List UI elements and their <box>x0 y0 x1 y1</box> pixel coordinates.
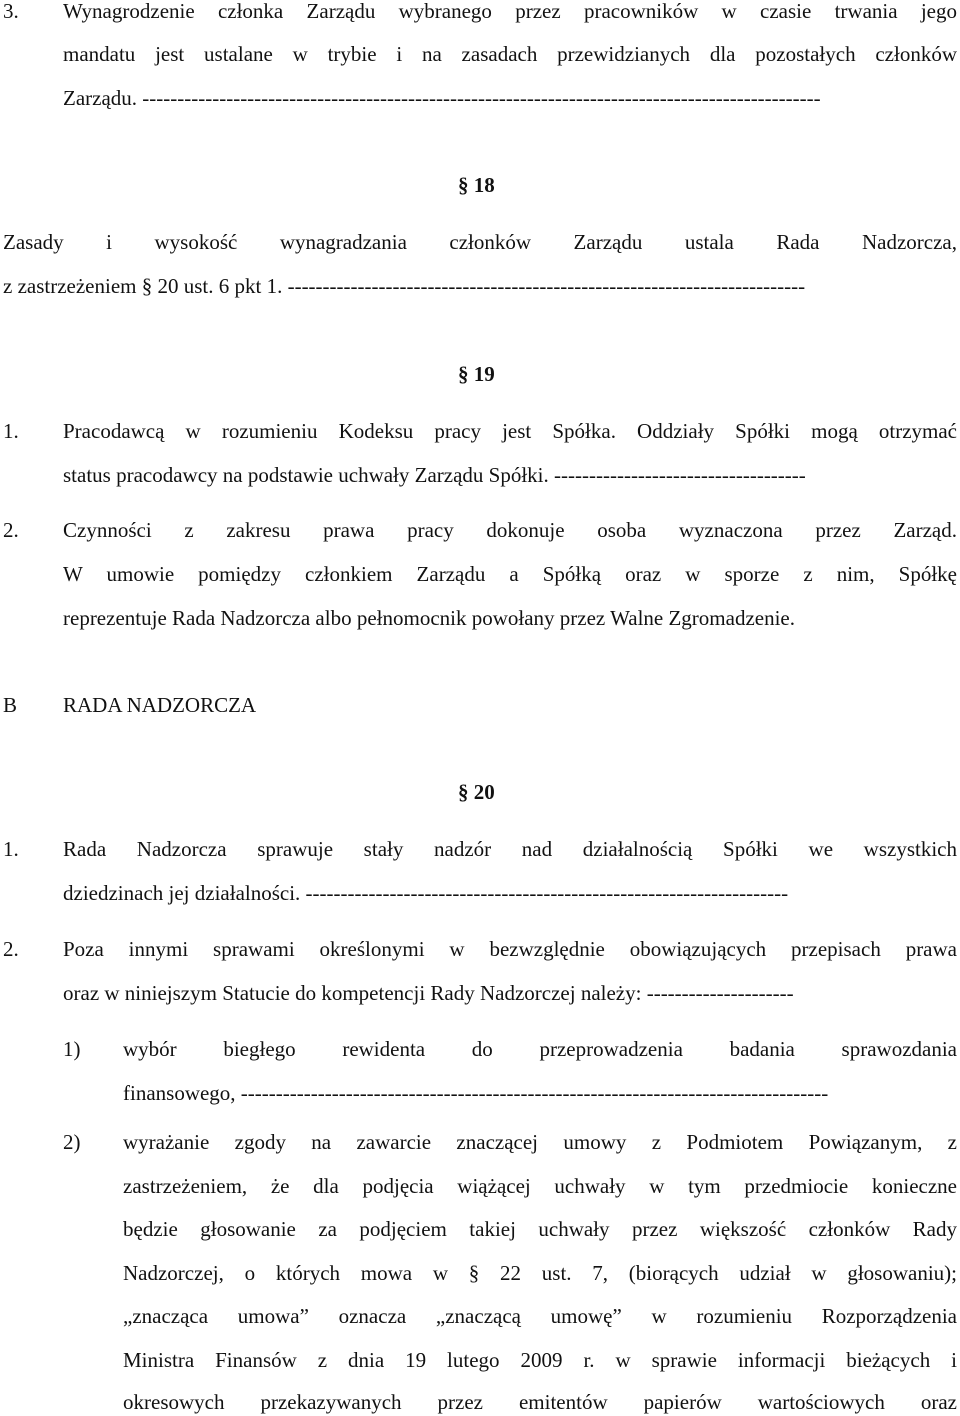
paragraph-text-line: mandatu jest ustalane w trybie i na zasadach przewidzianych dla pozostałych członków <box>63 42 957 66</box>
sub-item-text-line: Ministra Finansów z dnia 19 lutego 2009 r. w sprawie informacji bieżących i <box>123 1348 957 1372</box>
list-item-number: 2. <box>3 518 19 542</box>
list-item-number: 2. <box>3 937 19 961</box>
list-item-text-line: reprezentuje Rada Nadzorcza albo pełnomocnik powołany przez Walne Zgromadzenie. <box>63 606 796 630</box>
section-text-line: z zastrzeżeniem § 20 ust. 6 pkt 1. -------------------------------------------------------------------------- <box>3 274 806 298</box>
sub-item-text-line: wyrażanie zgody na zawarcie znaczącej umowy z Podmiotem Powiązanym, z <box>123 1130 957 1154</box>
list-item-text-line: oraz w niniejszym Statucie do kompetencji Rady Nadzorczej należy: --------------------- <box>63 981 794 1005</box>
section-heading: § 19 <box>458 362 495 386</box>
sub-item-number: 2) <box>63 1130 81 1154</box>
sub-item-text-line: finansowego, ------------------------------------------------------------------------------------ <box>123 1081 829 1105</box>
list-item-text-line: Poza innymi sprawami określonymi w bezwzględnie obowiązujących przepisach prawa <box>63 937 957 961</box>
sub-item-text-line: będzie głosowanie za podjęciem takiej uchwały przez większość członków Rady <box>123 1217 957 1241</box>
sub-item-number: 1) <box>63 1037 81 1061</box>
section-text-line: Zasady i wysokość wynagradzania członków Zarządu ustala Rada Nadzorcza, <box>3 230 957 254</box>
section-heading: § 18 <box>458 173 495 197</box>
paragraph-text-line: Zarządu. ------------------------------------------------------------------------------------------------- <box>63 86 821 110</box>
list-item-text-line: Pracodawcą w rozumieniu Kodeksu pracy jest Spółka. Oddziały Spółki mogą otrzymać <box>63 419 957 443</box>
list-item-number: 1. <box>3 837 19 861</box>
sub-item-text-line: wybór biegłego rewidenta do przeprowadzenia badania sprawozdania <box>123 1037 957 1061</box>
chapter-letter: B <box>3 693 18 717</box>
list-item-text-line: dziedzinach jej działalności. --------------------------------------------------------------------- <box>63 881 789 905</box>
section-heading: § 20 <box>458 780 495 804</box>
list-item-number: 1. <box>3 419 19 443</box>
sub-item-text-line: Nadzorczej, o których mowa w § 22 ust. 7, (biorących udział w głosowaniu); <box>123 1261 957 1285</box>
sub-item-text-line: okresowych przekazywanych przez emitentów papierów wartościowych oraz <box>123 1390 957 1414</box>
sub-item-text-line: zastrzeżeniem, że dla podjęcia wiążącej uchwały w tym przedmiocie konieczne <box>123 1174 957 1198</box>
list-item-text-line: Rada Nadzorcza sprawuje stały nadzór nad działalnością Spółki we wszystkich <box>63 837 957 861</box>
list-item-text-line: Czynności z zakresu prawa pracy dokonuje osoba wyznaczona przez Zarząd. <box>63 518 957 542</box>
list-item-text-line: status pracodawcy na podstawie uchwały Zarządu Spółki. ------------------------------------ <box>63 463 806 487</box>
chapter-title: RADA NADZORCZA <box>63 693 257 717</box>
paragraph-text-line: Wynagrodzenie członka Zarządu wybranego przez pracowników w czasie trwania jego <box>63 0 957 23</box>
list-item-text-line: W umowie pomiędzy członkiem Zarządu a Spółką oraz w sporze z nim, Spółkę <box>63 562 957 586</box>
sub-item-text-line: „znacząca umowa” oznacza „znaczącą umowę” w rozumieniu Rozporządzenia <box>123 1304 957 1328</box>
paragraph-number: 3. <box>3 0 19 23</box>
